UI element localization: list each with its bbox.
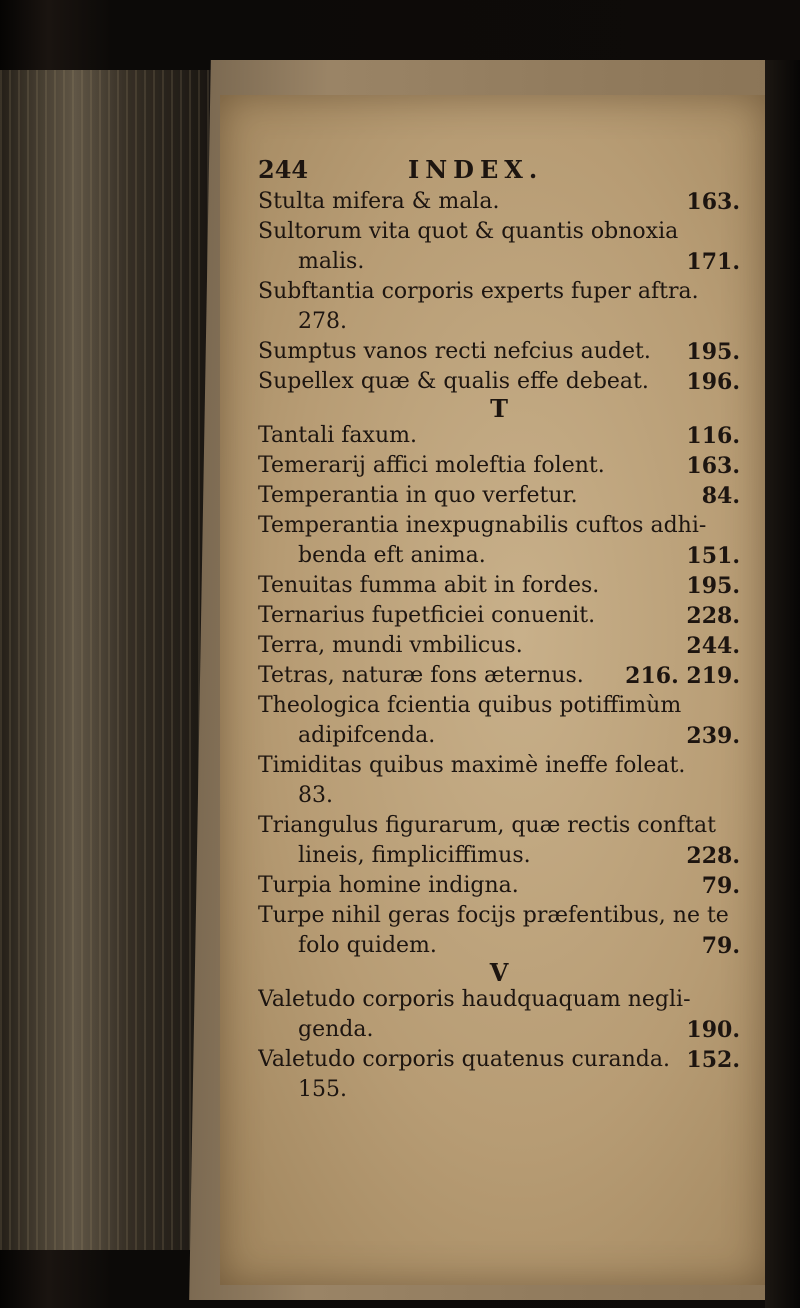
index-entry <box>258 337 740 367</box>
entry-page: 116. <box>686 423 740 449</box>
entry-page: 163. <box>686 189 740 215</box>
entry-text: Temerarij affici moleftia folent. <box>258 453 605 478</box>
index-entry <box>258 871 740 901</box>
entry-text: Turpe nihil geras focijs præfentibus, ne te <box>258 903 729 928</box>
entry-text: Timiditas quibus maximè ineffe foleat. <box>258 753 686 778</box>
entry-page: 171. <box>686 249 740 275</box>
entry-text: malis. <box>298 249 365 274</box>
entry-page: 190. <box>686 1017 740 1043</box>
index-section-v <box>258 985 740 1105</box>
entry-page: 152. <box>686 1047 740 1073</box>
index-entry <box>258 451 740 481</box>
entry-text: Tetras, naturæ fons æternus. <box>258 663 584 688</box>
index-entry <box>258 571 740 601</box>
entry-page: 79. <box>701 873 740 899</box>
entry-text: Temperantia in quo verfetur. <box>258 483 578 508</box>
entry-text: 83. <box>298 783 333 808</box>
entry-text: Supellex quæ & qualis effe debeat. <box>258 369 649 394</box>
index-text <box>258 155 740 1105</box>
section-letter-v: V <box>489 958 509 987</box>
entry-text: Tantali faxum. <box>258 423 417 448</box>
entry-page: 244. <box>686 633 740 659</box>
index-entry <box>258 781 740 811</box>
index-entry <box>258 541 740 571</box>
entry-text: Ternarius fupetficiei conuenit. <box>258 603 596 628</box>
entry-text: 278. <box>298 309 347 334</box>
index-entry <box>258 931 740 961</box>
entry-text: Valetudo corporis quatenus curanda. <box>258 1047 670 1072</box>
entry-text: folo quidem. <box>298 933 437 958</box>
index-entry <box>258 1045 740 1075</box>
book-spine <box>0 70 215 1250</box>
entry-page: 239. <box>686 723 740 749</box>
entry-page: 216. 219. <box>625 663 740 689</box>
entry-text: Terra, mundi vmbilicus. <box>258 633 523 658</box>
entry-text: 155. <box>298 1077 347 1102</box>
entry-text: Subftantia corporis experts fuper aftra. <box>258 279 699 304</box>
index-entry <box>258 1075 740 1105</box>
index-entry <box>258 511 740 541</box>
entry-page: 163. <box>686 453 740 479</box>
entry-text: Triangulus figurarum, quæ rectis conftat <box>258 813 716 838</box>
index-entry <box>258 811 740 841</box>
entry-page: 84. <box>701 483 740 509</box>
index-entry <box>258 247 740 277</box>
index-entry <box>258 901 740 931</box>
index-entry <box>258 187 740 217</box>
entry-page: 195. <box>686 573 740 599</box>
shadow-edge <box>765 60 800 1308</box>
entry-text: Tenuitas fumma abit in fordes. <box>258 573 600 598</box>
index-entry <box>258 691 740 721</box>
entry-text: benda eft anima. <box>298 543 486 568</box>
entry-page: 195. <box>686 339 740 365</box>
entry-page: 151. <box>686 543 740 569</box>
entry-text: Stulta mifera & mala. <box>258 189 500 214</box>
entry-text: Temperantia inexpugnabilis cuftos adhi- <box>258 513 707 538</box>
index-entry <box>258 1015 740 1045</box>
entry-page: 228. <box>686 843 740 869</box>
index-entry <box>258 841 740 871</box>
index-entry <box>258 985 740 1015</box>
index-entry <box>258 217 740 247</box>
index-entry <box>258 661 740 691</box>
entry-page: 228. <box>686 603 740 629</box>
index-section-t <box>258 421 740 961</box>
entry-page: 196. <box>686 369 740 395</box>
entry-text: lineis, fimpliciffimus. <box>298 843 531 868</box>
page-header <box>258 155 740 185</box>
page-number: 244 <box>258 155 309 184</box>
index-entry <box>258 601 740 631</box>
index-entry <box>258 307 740 337</box>
entry-text: Turpia homine indigna. <box>258 873 519 898</box>
index-section-s <box>258 187 740 397</box>
index-entry <box>258 277 740 307</box>
entry-page: 79. <box>701 933 740 959</box>
entry-text: Theologica fcientia quibus potiffimùm <box>258 693 682 718</box>
page-title: INDEX. <box>408 155 544 184</box>
index-entry <box>258 751 740 781</box>
index-entry <box>258 367 740 397</box>
entry-text: adipifcenda. <box>298 723 436 748</box>
index-entry <box>258 421 740 451</box>
index-entry <box>258 721 740 751</box>
entry-text: genda. <box>298 1017 374 1042</box>
entry-text: Sultorum vita quot & quantis obnoxia <box>258 219 679 244</box>
section-letter-t: T <box>490 394 508 423</box>
index-entry <box>258 481 740 511</box>
index-entry <box>258 631 740 661</box>
entry-text: Sumptus vanos recti nefcius audet. <box>258 339 651 364</box>
entry-text: Valetudo corporis haudquaquam negli- <box>258 987 691 1012</box>
